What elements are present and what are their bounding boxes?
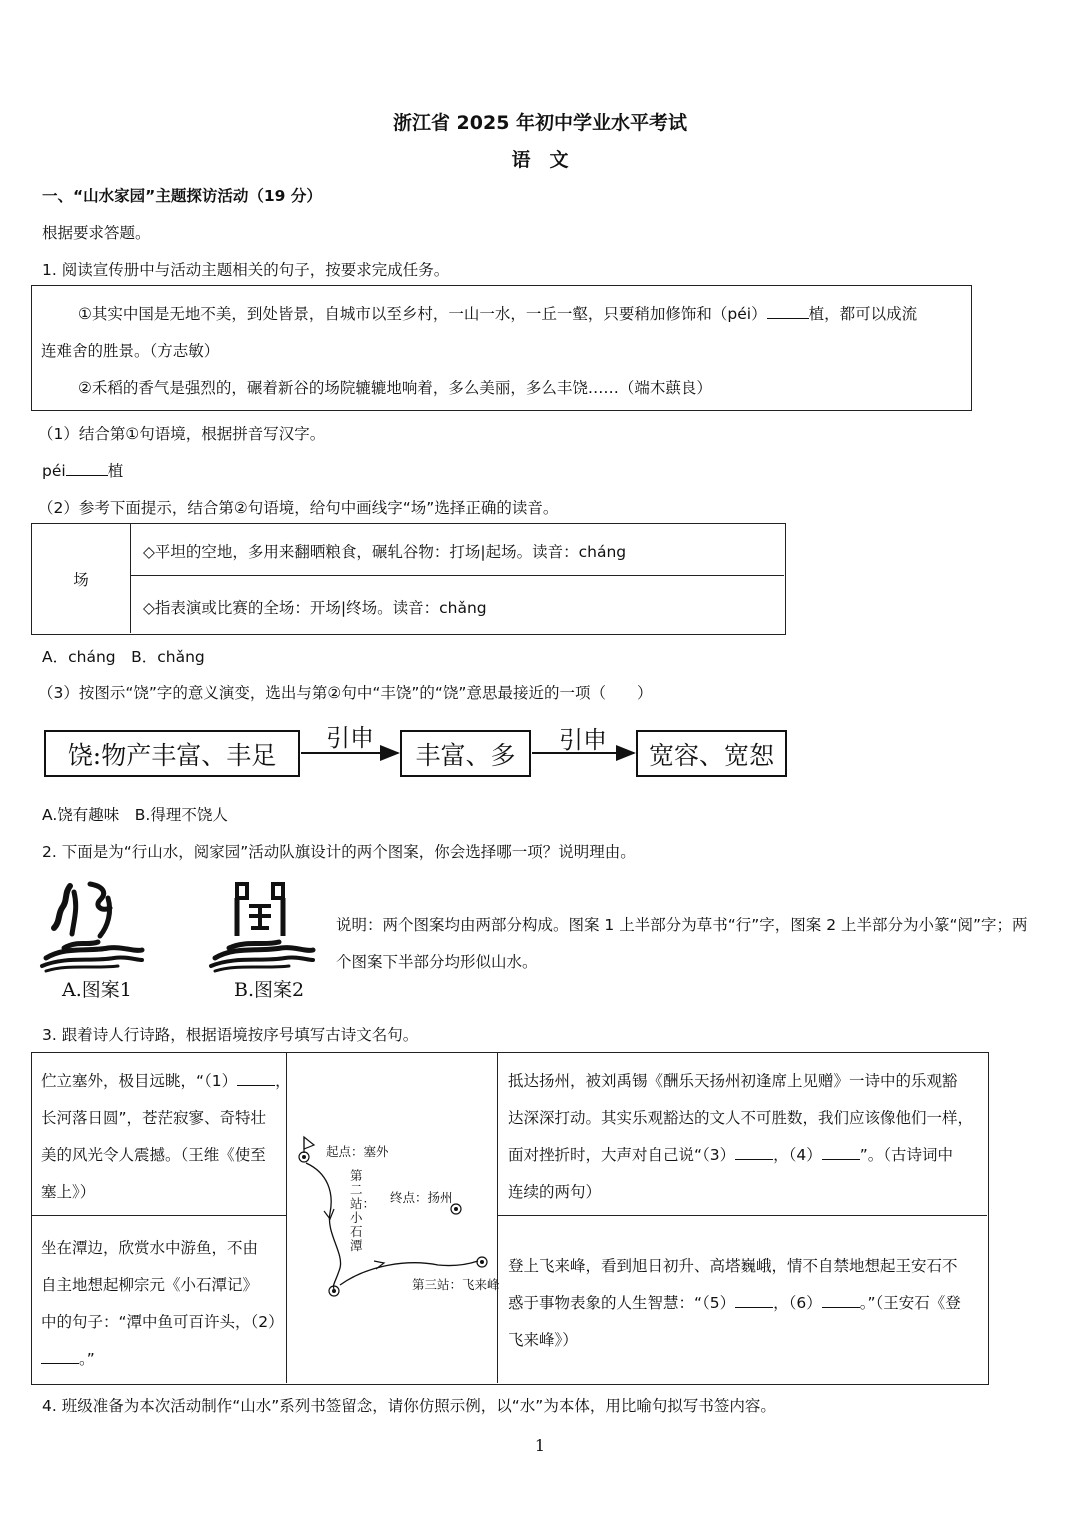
sub2-options: A．cháng B．chǎng (42, 648, 205, 666)
flow-box-2: 丰富、多 (400, 730, 531, 777)
flow-box-1: 饶:物产丰富、丰足 (44, 730, 300, 777)
sub1-answer: péi 植 (42, 462, 124, 480)
cell-br-line3: 飞来峰》） (508, 1331, 578, 1349)
table-divider-v2 (497, 1053, 498, 1383)
section-instruction: 根据要求答题。 (42, 224, 151, 242)
cell-tr-line3: 面对挫折时，大声对自己说“（3） ，（4） ”。（古诗词中 (508, 1146, 954, 1164)
answer-blank-4 (822, 1147, 860, 1160)
q1-prompt: 1. 阅读宣传册中与活动主题相关的句子，按要求完成任务。 (42, 261, 450, 279)
route-segment-1 (306, 1163, 341, 1289)
flow-box-3: 宽容、宽恕 (636, 730, 787, 777)
answer-blank-1 (237, 1073, 275, 1086)
cell-tl-line3: 美的风光令人震撼。（王维《使至 (41, 1146, 266, 1164)
sub3-prompt: （3）按图示“饶”字的意义演变，选出与第②句中“丰饶”的“饶”意思最接近的一项（ ） (38, 684, 653, 702)
q2-prompt: 2. 下面是为“行山水，阅家园”活动队旗设计的两个图案，你会选择哪一项？说明理由。 (42, 843, 636, 861)
sub3-options: A.饶有趣味 B.得理不饶人 (42, 806, 228, 824)
map-label-end: 终点：扬州 (390, 1190, 453, 1205)
pattern-note-line2: 个图案下半部分均形似山水。 (336, 953, 538, 971)
pattern-2-caption: B.图案2 (234, 979, 305, 1001)
sub2-prompt: （2）参考下面提示，结合第②句语境，给句中画线字“场”选择正确的读音。 (38, 499, 559, 517)
cell-br-line2: 惑于事物表象的人生智慧：“（5） ，（6） 。”（王安石《登 (508, 1294, 961, 1312)
poetry-table (31, 1052, 989, 1385)
cell-tl-line1: 伫立塞外，极目远眺，“（1） ， (41, 1072, 291, 1090)
flow-arrow-label-2: 引申 (559, 726, 607, 754)
pattern-1-image (38, 878, 148, 973)
passage1-line2: 连难舍的胜景。（方志敏） (41, 342, 220, 360)
cell-tl-line2: 长河落日圆”，苍茫寂寥、奇特壮 (41, 1109, 267, 1127)
pattern-1-caption: A.图案1 (62, 979, 132, 1001)
table-divider-v1 (286, 1053, 287, 1383)
cell-bl-line2: 自主地想起柳宗元《小石潭记》 (41, 1276, 259, 1294)
cell-bl-line1: 坐在潭边，欣赏水中游鱼，不由 (41, 1239, 259, 1257)
map-label-start: 起点：塞外 (326, 1144, 389, 1159)
cell-tl-line4: 塞上》） (41, 1183, 96, 1201)
q3-prompt: 3. 跟着诗人行诗路，根据语境按序号填写古诗文名句。 (42, 1026, 419, 1044)
map-label-stop2: 第二站：小石潭 (350, 1168, 376, 1253)
answer-blank-2 (41, 1351, 79, 1364)
answer-blank-6 (822, 1295, 860, 1308)
table-divider-h2 (497, 1215, 987, 1216)
route-map (288, 1053, 496, 1383)
section-heading: 一、“山水家园”主题探访活动（19 分） (42, 187, 322, 205)
answer-blank-3 (735, 1147, 773, 1160)
cell-bl-line3: 中的句子：“潭中鱼可百许头，（2） (41, 1313, 284, 1331)
cell-tr-line2: 达深深打动。其实乐观豁达的文人不可胜数，我们应该像他们一样， (508, 1109, 974, 1127)
passage2-line: ②禾稻的香气是强烈的，碾着新谷的场院辘辘地响着，多么美丽，多么丰饶……（端木蕻良） (78, 379, 712, 397)
table-row-2: ◇指表演或比赛的全场：开场|终场。读音：chǎng (143, 599, 487, 617)
subject-title: 语 文 (511, 149, 569, 171)
pattern-note-line1: 说明：两个图案均由两部分构成。图案 1 上半部分为草书“行”字，图案 2 上半部分为小篆“阅”字；两 (336, 916, 1028, 934)
cell-tr-line4: 连续的两句） (508, 1183, 602, 1201)
q4-prompt: 4. 班级准备为本次活动制作“山水”系列书签留念，请你仿照示例，以“水”为本体，用比喻句拟写书签内容。 (42, 1397, 776, 1415)
page-number: 1 (534, 1436, 546, 1455)
table-divider-h1 (32, 1215, 286, 1216)
table-row-1: ◇平坦的空地，多用来翻晒粮食，碾轧谷物：打场|起场。读音：cháng (143, 543, 627, 561)
cell-br-line1: 登上飞来峰，看到旭日初升、高塔巍峨，情不自禁地想起王安石不 (508, 1257, 958, 1275)
table-char: 场 (73, 571, 89, 589)
flow-arrow-label-1: 引申 (326, 724, 374, 752)
cell-bl-line4: 。” (41, 1347, 95, 1369)
pattern-2-image (207, 878, 319, 973)
page-title: 浙江省 2025 年初中学业水平考试 (392, 112, 688, 134)
passage1-line1: ①其实中国是无地不美，到处皆景，自城市以至乡村，一山一水，一丘一壑，只要稍加修饰和（péi） 植，都可以成流 (78, 305, 918, 323)
cell-tr-line1: 抵达扬州，被刘禹锡《酬乐天扬州初逢席上见赠》一诗中的乐观豁 (508, 1072, 958, 1090)
sub1-prompt: （1）结合第①句语境，根据拼音写汉字。 (38, 425, 326, 443)
answer-blank-5 (735, 1295, 773, 1308)
map-label-stop3: 第三站：飞来峰 (412, 1277, 500, 1292)
